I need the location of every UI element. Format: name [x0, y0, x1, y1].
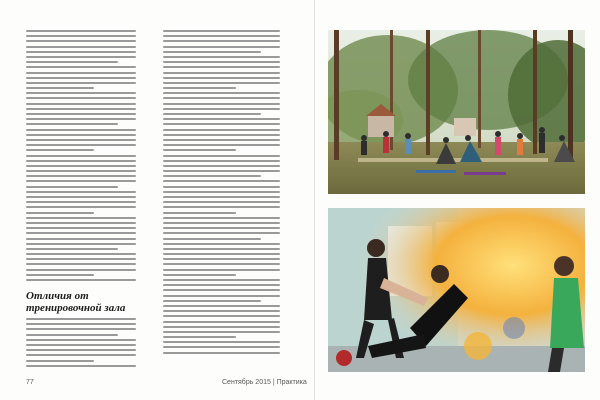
text-line [163, 274, 236, 276]
text-line [163, 238, 261, 240]
text-line [163, 129, 280, 131]
text-line [163, 97, 280, 99]
body-text-column-left-2 [163, 30, 280, 357]
text-line [26, 82, 136, 84]
text-line [26, 97, 136, 99]
text-line [163, 165, 280, 167]
text-line [26, 35, 136, 37]
text-line [26, 186, 118, 188]
text-line [163, 263, 280, 265]
text-line [26, 328, 136, 330]
text-line [26, 123, 118, 125]
text-line [163, 30, 280, 32]
text-line [163, 92, 280, 94]
text-line [163, 61, 280, 63]
text-line [26, 61, 118, 63]
text-line [163, 269, 280, 271]
text-line [26, 118, 136, 120]
text-line [163, 336, 236, 338]
text-line [26, 253, 136, 255]
text-line [26, 165, 136, 167]
text-line [163, 258, 280, 260]
text-line [163, 191, 280, 193]
text-line [26, 212, 94, 214]
text-line [26, 238, 136, 240]
text-line [26, 318, 136, 320]
text-line [163, 232, 280, 234]
text-line [163, 144, 280, 146]
text-line [26, 155, 136, 157]
text-line [163, 352, 280, 354]
text-line [163, 160, 280, 162]
text-line [163, 40, 280, 42]
text-line [163, 134, 280, 136]
text-line [26, 258, 136, 260]
text-line [163, 212, 236, 214]
text-line [163, 279, 280, 281]
text-line [26, 344, 136, 346]
text-line [26, 339, 136, 341]
text-line [163, 300, 261, 302]
text-line [163, 155, 280, 157]
text-line [163, 175, 261, 177]
text-line [163, 227, 280, 229]
text-line [163, 35, 280, 37]
text-line [26, 191, 136, 193]
text-line [26, 201, 136, 203]
text-line [26, 40, 136, 42]
text-line [163, 201, 280, 203]
text-line [26, 206, 136, 208]
text-line [163, 248, 280, 250]
text-line [26, 232, 136, 234]
text-line [163, 186, 280, 188]
text-line [26, 149, 94, 151]
text-line [26, 170, 136, 172]
text-line [163, 217, 280, 219]
text-line [26, 134, 136, 136]
partner-yoga-illustration [328, 208, 585, 372]
issue-folio: Сентябрь 2015 | Практика [222, 379, 307, 386]
text-line [26, 103, 136, 105]
text-line [163, 341, 280, 343]
page-number: 77 [26, 379, 34, 386]
text-line [163, 284, 280, 286]
outdoor-yoga-illustration [328, 30, 585, 194]
text-line [26, 144, 136, 146]
text-line [163, 170, 280, 172]
text-line [26, 323, 136, 325]
text-line [26, 180, 136, 182]
text-line [163, 51, 261, 53]
text-line [163, 206, 280, 208]
text-line [163, 310, 280, 312]
text-line [163, 149, 236, 151]
text-line [26, 56, 136, 58]
text-line [26, 217, 136, 219]
text-line [163, 326, 280, 328]
text-line [163, 243, 280, 245]
text-line [163, 118, 280, 120]
body-text-column-left-1b [26, 318, 136, 370]
text-line [163, 196, 280, 198]
text-line [163, 56, 280, 58]
text-line [163, 123, 280, 125]
text-line [26, 72, 136, 74]
text-line [163, 180, 280, 182]
text-line [163, 305, 280, 307]
text-line [26, 196, 136, 198]
text-line [163, 46, 280, 48]
text-line [26, 248, 118, 250]
text-line [26, 365, 136, 367]
text-line [163, 77, 280, 79]
right-page [315, 0, 600, 400]
text-line [26, 46, 136, 48]
section-heading-differences: Отличия от тренировочной зала [26, 290, 126, 314]
text-line [26, 87, 94, 89]
text-line [26, 108, 136, 110]
text-line [163, 108, 280, 110]
text-line [163, 113, 261, 115]
text-line [163, 315, 280, 317]
text-line [163, 289, 280, 291]
text-line [163, 295, 280, 297]
text-line [26, 51, 136, 53]
text-line [163, 321, 280, 323]
outdoor-yoga-class-photo [328, 30, 585, 194]
text-line [26, 269, 136, 271]
body-text-column-left-1 [26, 30, 136, 284]
text-line [26, 263, 136, 265]
text-line [26, 360, 94, 362]
text-line [163, 139, 280, 141]
text-line [26, 175, 136, 177]
text-line [26, 334, 118, 336]
text-line [163, 331, 280, 333]
text-line [26, 129, 136, 131]
partner-yoga-studio-photo [328, 208, 585, 372]
text-line [163, 66, 280, 68]
text-line [26, 279, 136, 281]
text-line [26, 222, 136, 224]
text-line [26, 30, 136, 32]
text-line [26, 139, 136, 141]
text-line [163, 87, 236, 89]
text-line [26, 349, 136, 351]
text-line [163, 72, 280, 74]
text-line [26, 113, 136, 115]
text-line [26, 354, 136, 356]
text-line [163, 253, 280, 255]
text-line [26, 274, 94, 276]
text-line [26, 160, 136, 162]
text-line [26, 92, 136, 94]
text-line [163, 346, 280, 348]
text-line [26, 243, 136, 245]
text-line [163, 103, 280, 105]
text-line [26, 66, 136, 68]
text-line [26, 227, 136, 229]
text-line [163, 82, 280, 84]
text-line [163, 222, 280, 224]
text-line [26, 77, 136, 79]
